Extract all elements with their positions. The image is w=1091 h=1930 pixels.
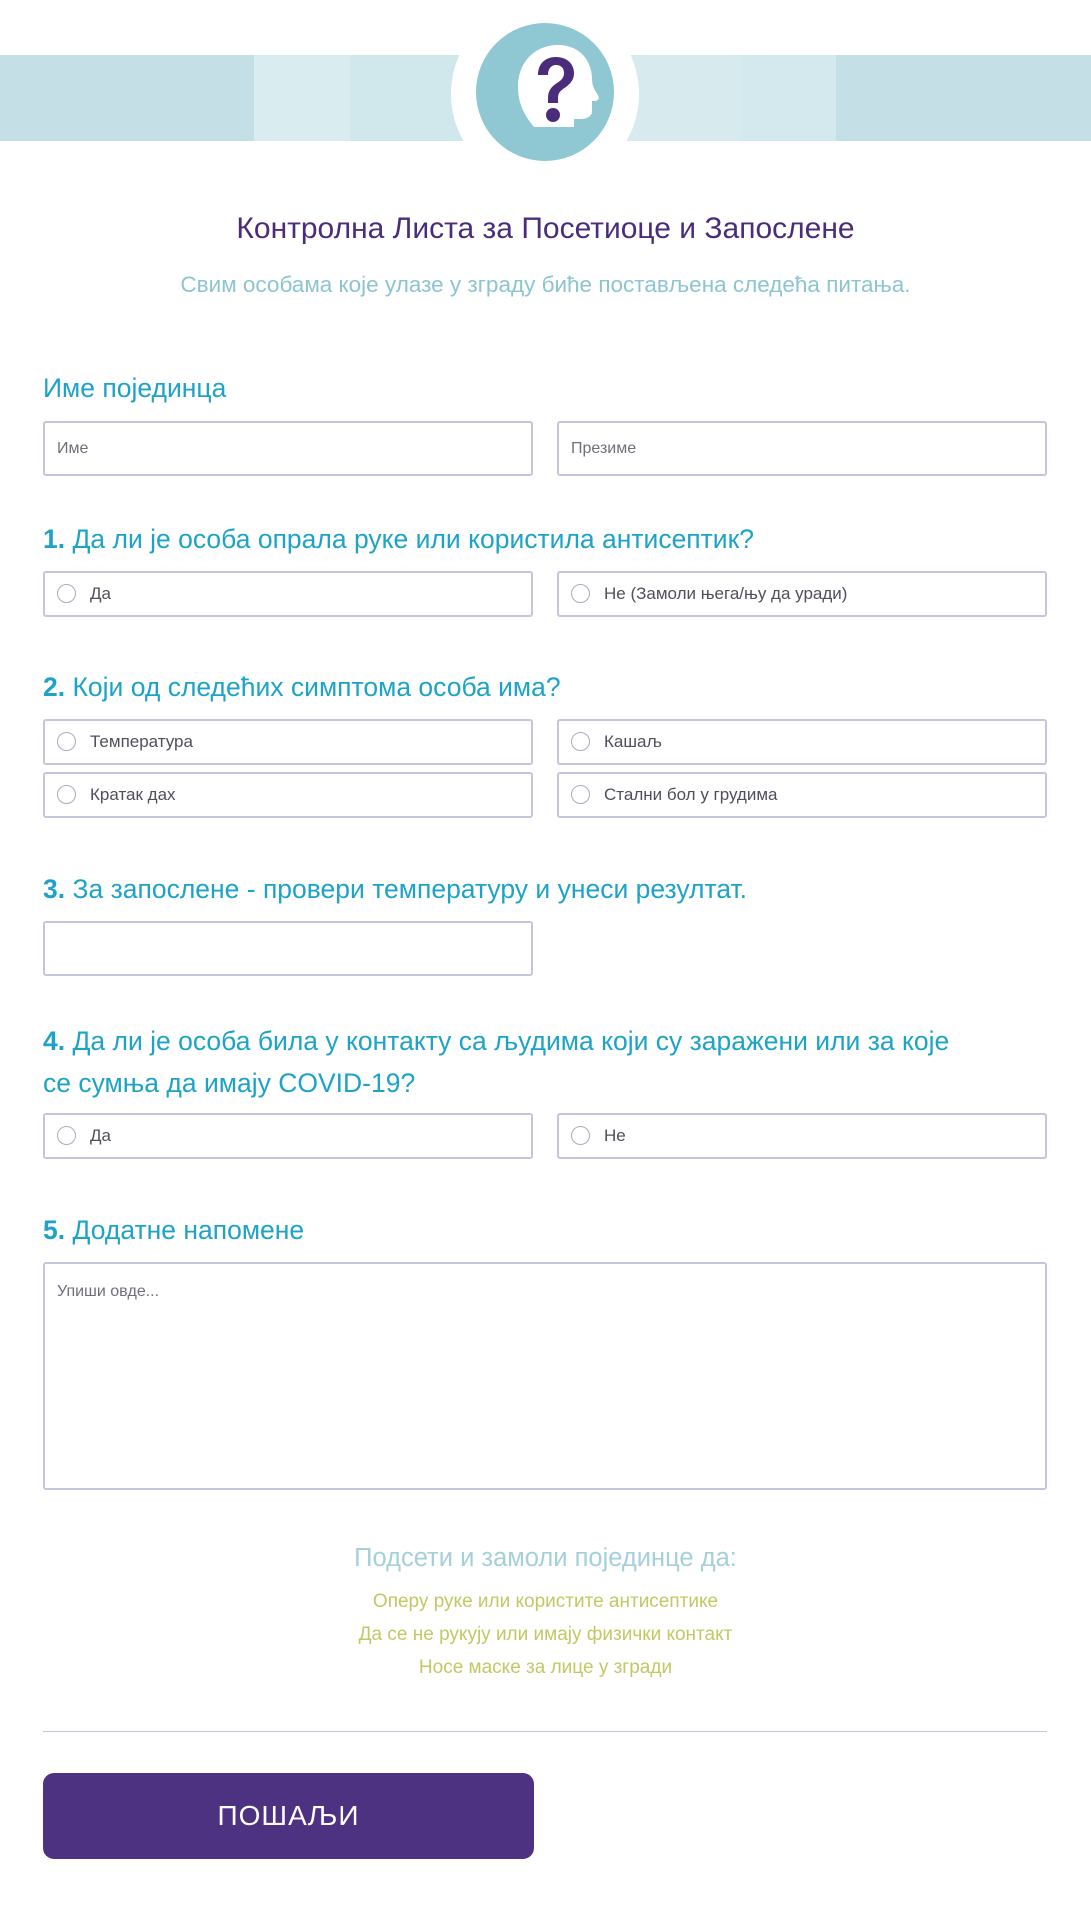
radio-circle-icon[interactable]	[571, 785, 590, 804]
option-label: Кратак дах	[90, 785, 176, 804]
option-label: Не (Замоли њега/њу да уради)	[604, 584, 848, 603]
q2-option-chest-pain[interactable]	[557, 772, 1047, 818]
first-name-input[interactable]	[43, 421, 533, 476]
question-head-icon	[476, 23, 614, 161]
form-title: Контролна Листа за Посетиоце и Запослене	[236, 212, 855, 245]
question-2-label	[43, 666, 1043, 708]
radio-circle-icon[interactable]	[571, 1126, 590, 1145]
q2-option-short-breath[interactable]	[43, 772, 533, 818]
question-4-label	[43, 1020, 1043, 1104]
reminder-item: Да се не рукују или имају физички контакт	[358, 1624, 733, 1645]
temperature-input[interactable]	[43, 921, 533, 976]
option-label: Не	[604, 1126, 626, 1145]
radio-circle-icon[interactable]	[571, 584, 590, 603]
question-number: 1.	[43, 524, 66, 554]
q1-option-yes[interactable]	[43, 571, 533, 617]
option-label: Температура	[90, 732, 193, 751]
banner-segment	[254, 55, 350, 141]
question-text: Да ли је особа опрала руке или користила антисептик?	[72, 524, 754, 554]
question-text: Који од следећих симптома особа има?	[72, 672, 561, 702]
option-label: Да	[90, 1126, 111, 1145]
radio-circle-icon[interactable]	[571, 732, 590, 751]
question-number: 2.	[43, 672, 66, 702]
banner-segment	[0, 55, 254, 141]
reminder-title: Подсети и замоли појединце да:	[354, 1544, 737, 1572]
banner-segment	[741, 55, 836, 141]
question-text: За запослене - провери температуру и унеси резултат.	[72, 874, 748, 904]
question-3-label	[43, 868, 1043, 910]
radio-circle-icon[interactable]	[57, 584, 76, 603]
question-number: 4.	[43, 1026, 66, 1056]
question-number: 5.	[43, 1215, 66, 1245]
reminder-item: Оперу руке или користите антисептике	[372, 1591, 719, 1612]
divider	[43, 1731, 1047, 1732]
last-name-placeholder: Презиме	[571, 439, 637, 457]
q2-option-cough[interactable]	[557, 719, 1047, 765]
name-label: Име појединца	[43, 373, 227, 403]
option-label: Стални бол у грудима	[604, 785, 778, 804]
notes-placeholder: Упиши овде...	[57, 1283, 160, 1300]
radio-circle-icon[interactable]	[57, 1126, 76, 1145]
last-name-input[interactable]	[557, 421, 1047, 476]
banner-segment	[836, 55, 1091, 141]
question-text: Додатне напомене	[72, 1215, 305, 1245]
option-label: Кашаљ	[604, 732, 662, 751]
first-name-placeholder: Име	[57, 439, 89, 457]
q2-option-temperature[interactable]	[43, 719, 533, 765]
q4-option-yes[interactable]	[43, 1113, 533, 1159]
question-number: 3.	[43, 874, 66, 904]
reminder-item: Носе маске за лице у згради	[418, 1657, 673, 1678]
question-1-label	[43, 518, 1043, 560]
question-text: се сумња да имају COVID-19?	[43, 1068, 416, 1098]
q4-option-no[interactable]	[557, 1113, 1047, 1159]
submit-button[interactable]: ПОШАЉИ	[43, 1773, 534, 1859]
question-text: Да ли је особа била у контакту са људима који су заражени или за које	[72, 1026, 950, 1056]
notes-textarea[interactable]	[43, 1262, 1047, 1490]
radio-circle-icon[interactable]	[57, 732, 76, 751]
banner-segment	[621, 55, 741, 141]
radio-circle-icon[interactable]	[57, 785, 76, 804]
option-label: Да	[90, 584, 111, 603]
q1-option-no[interactable]	[557, 571, 1047, 617]
form-subtitle: Свим особама које улазе у зграду биће постављена следећа питања.	[180, 272, 911, 297]
question-5-label	[43, 1209, 1043, 1251]
